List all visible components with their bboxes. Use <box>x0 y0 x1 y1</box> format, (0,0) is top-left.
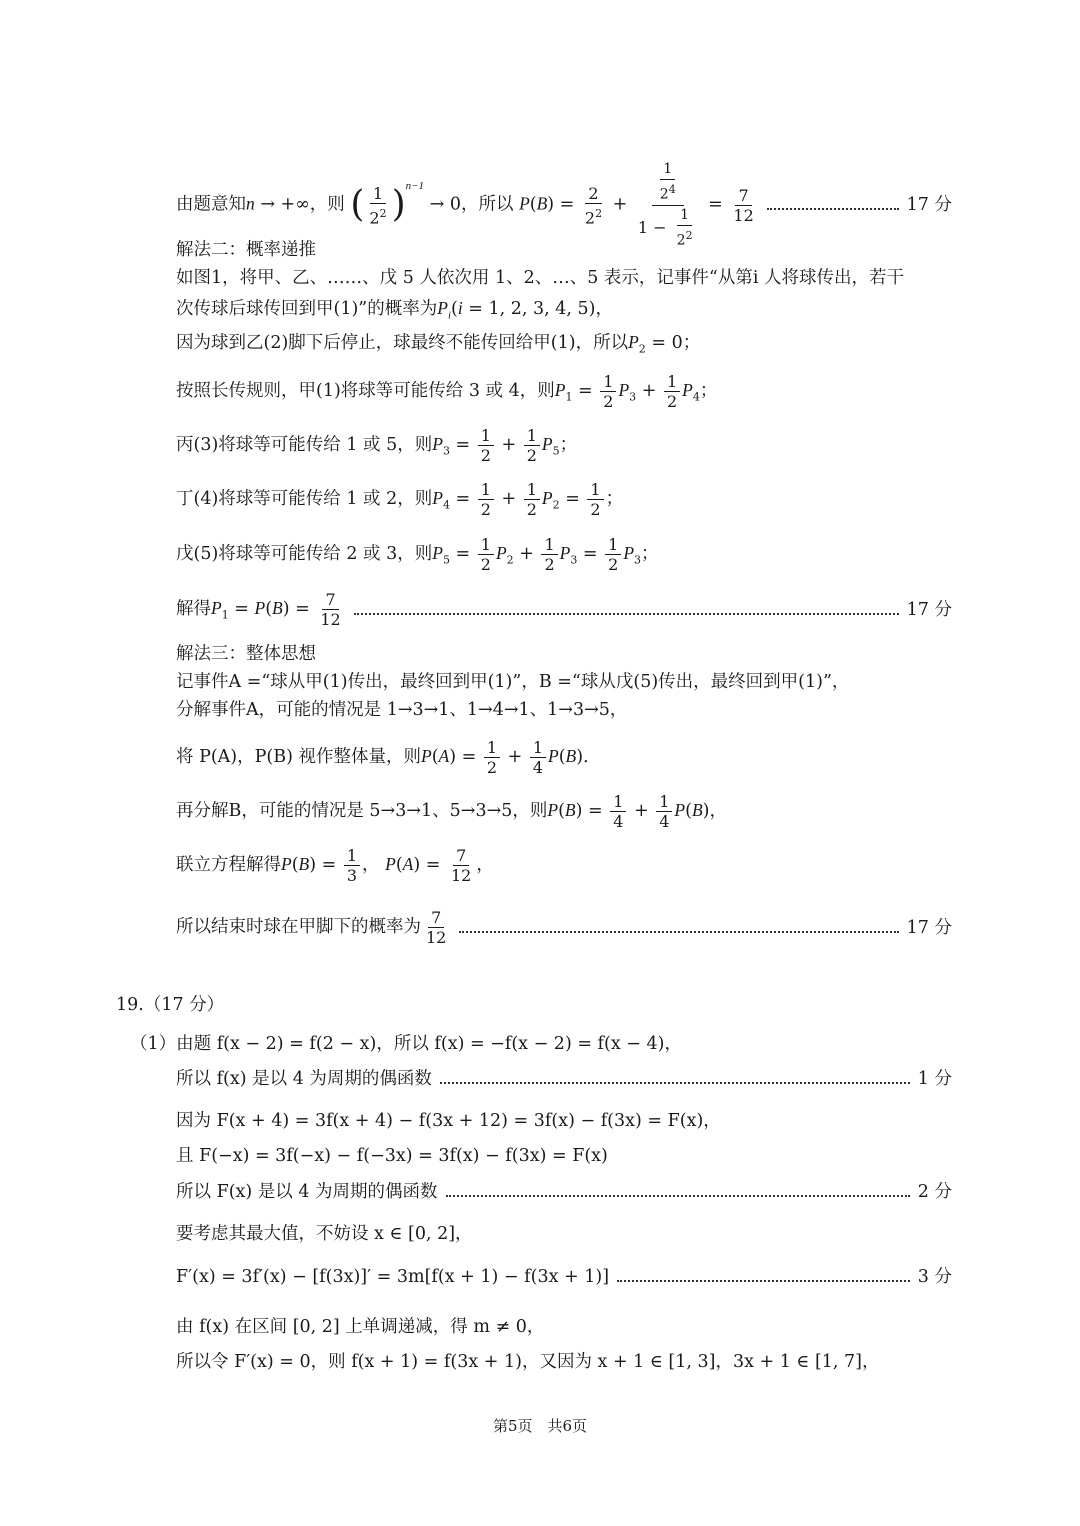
limit-line: 由题意知n → +∞，则 ( $\frac{1}{2^2}$ )$^{n-1}$ → 0，所以 P(B) = $\frac{2}{2^2}$ + $\frac{1}{2^4}$ 1 − $\frac{1}{2^2}$ = $\frac{7}{12}$ 17 分 <box>176 161 952 249</box>
paragraph-line: 分解事件A，可能的情况是 1→3→1、1→4→1、1→3→5， <box>176 700 628 720</box>
paragraph-line: 按照长传规则，甲(1)将球等可能传给 3 或 4，则$P_1$ = $\frac{1}{2}$ $P_3$ + $\frac{1}{2}$ $P_4$； <box>176 372 718 411</box>
question-heading: 19.（17 分） <box>116 995 225 1015</box>
section-title: 解法二：概率递推 <box>176 240 316 260</box>
score-label: 17 分 <box>906 917 952 938</box>
score-label: 17 分 <box>906 599 952 620</box>
dot-leader <box>459 931 898 933</box>
score-label: 3 分 <box>917 1267 952 1287</box>
page-footer: 第5页 共6页 <box>492 1417 588 1435</box>
section-title: 解法三：整体思想 <box>176 644 316 664</box>
dot-leader <box>440 1082 910 1084</box>
dot-leader <box>354 613 899 615</box>
paragraph-line: 再分解B，可能的情况是 5→3→1、5→3→5，则P(B) = $\frac{1}{4}$ + $\frac{1}{4}$ P(B)， <box>176 792 727 831</box>
score-label: 2 分 <box>917 1182 952 1202</box>
paragraph-line: 记事件A =“球从甲(1)传出，最终回到甲(1)”，B =“球从戊(5)传出，最终回到甲(1)”， <box>176 672 850 692</box>
result-line: 解得$P_1 = P(B)$ = $\frac{7}{12}$ 17 分 <box>176 590 952 629</box>
paragraph-line: 戊(5)将球等可能传给 2 或 3，则$P_5$ = $\frac{1}{2}$ $P_2$ + $\frac{1}{2}$ $P_3$ = $\frac{1}{2}$ $P_3$； <box>176 535 659 574</box>
paragraph-line: 丙(3)将球等可能传给 1 或 5，则$P_3$ = $\frac{1}{2}$ + $\frac{1}{2}$ $P_5$； <box>176 426 578 465</box>
result-line: F′(x) = 3f′(x) − [f(3x)]′ = 3m[f(x + 1) − f(3x + 1)] 3 分 <box>176 1267 952 1287</box>
score-label: 17 分 <box>906 195 952 216</box>
paragraph-line: 要考虑其最大值，不妨设 x ∈ [0, 2]， <box>176 1224 473 1244</box>
result-line: 所以 F(x) 是以 4 为周期的偶函数 2 分 <box>176 1182 952 1202</box>
paragraph-line: 将 P(A)，P(B) 视作整体量，则P(A) = $\frac{1}{2}$ + $\frac{1}{4}$ P(B)． <box>176 738 601 777</box>
paragraph-line: 且 F(−x) = 3f(−x) − f(−3x) = 3f(x) − f(3x) = F(x) <box>176 1146 608 1166</box>
result-line: 所以 f(x) 是以 4 为周期的偶函数 1 分 <box>176 1069 952 1089</box>
result-line: 所以结束时球在甲脚下的概率为 $\frac{7}{12}$ 17 分 <box>176 908 952 947</box>
paragraph-line: 丁(4)将球等可能传给 1 或 2，则$P_4$ = $\frac{1}{2}$ + $\frac{1}{2}$ $P_2$ = $\frac{1}{2}$ ； <box>176 480 624 519</box>
paragraph-line: （1）由题 f(x − 2) = f(2 − x)，所以 f(x) = −f(x − 2) = f(x − 4)， <box>130 1034 682 1054</box>
score-label: 1 分 <box>917 1069 952 1089</box>
paragraph-line: 如图1，将甲、乙、……、戊 5 人依次用 1、2、…、5 表示，记事件“从第i 人将球传出，若干 <box>176 268 905 288</box>
paragraph-line: 因为球到乙(2)脚下后停止，球最终不能传回给甲(1)，所以$P_2 = 0$； <box>176 332 701 356</box>
paragraph-line: 所以令 F′(x) = 0，则 f(x + 1) = f(3x + 1)，又因为 x + 1 ∈ [1, 3]，3x + 1 ∈ [1, 7]， <box>176 1352 880 1372</box>
paragraph-line: 因为 F(x + 4) = 3f(x + 4) − f(3x + 12) = 3f(x) − f(3x) = F(x)， <box>176 1111 721 1131</box>
paragraph-line: 联立方程解得P(B) = $\frac{1}{3}$ ， P(A) = $\frac{7}{12}$ ， <box>176 846 494 885</box>
text-run: 由题意知 <box>176 194 246 215</box>
dot-leader <box>767 208 899 210</box>
paragraph-line: 由 f(x) 在区间 [0, 2] 上单调递减，得 m ≠ 0， <box>176 1317 545 1337</box>
dot-leader <box>446 1195 910 1197</box>
paragraph-line: 次传球后球传回到甲(1)”的概率为$P_i(i = 1$, 2, 3, 4, 5)， <box>176 298 613 322</box>
dot-leader <box>617 1280 910 1282</box>
